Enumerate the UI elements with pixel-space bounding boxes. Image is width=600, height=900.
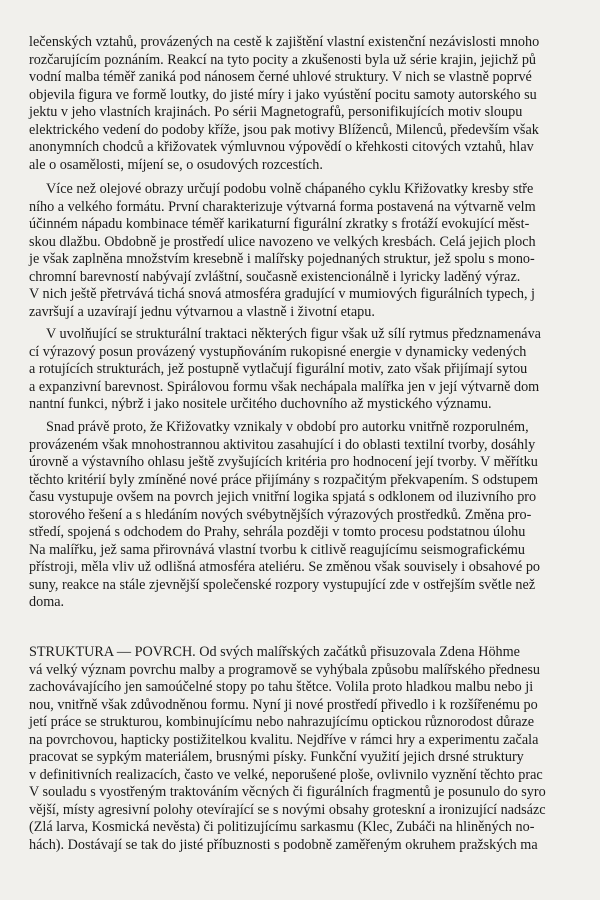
text-line: jetí práce se strukturou, kombinujícímu nebo nahrazujícímu optickou různorodost důraze <box>29 714 535 730</box>
text-line: a expanzivní barevnost. Spirálovou formu však nechápala malířka jen v její výtvarně dom <box>29 378 540 395</box>
text-line: v definitivních realizacích, často ve velké, neporušené ploše, ovlivnilo vyznění těchto prac <box>29 766 543 783</box>
text-line: skou dlažbu. Obdobně je prostředí ulice navozeno ve velkých kresbách. Celá jejich ploch <box>29 233 536 250</box>
text-line: přístroji, měla vliv už odlišná atmosféra ateliéru. Se změnou však souvisely i obsahové po <box>29 559 541 575</box>
paragraph-2 <box>0 181 600 321</box>
text-line: suny, reakce na stále zjevnější společenské rozpory vystupující zde v ostřejším světle než <box>29 576 536 593</box>
text-line: ního a velkého formátu. První charakterizuje výtvarná forma postavená na výtvarně velm <box>29 198 536 215</box>
text-line: úrovně a výstavního ohlasu ještě zvyšujících kritéria pro hodnocení její tvorby. V měřítku <box>29 454 538 470</box>
text-line: lečenských vztahů, provázených na cestě k zajištění vlastní existenční nezávislosti mnoho <box>29 34 540 50</box>
text-line: objevila figura ve formě loutky, do jisté míry i jako vyústění pocitu samoty autorského su <box>29 86 537 103</box>
text-line: nou, vnitřně však zdůvodněnou formu. Nyní ji nové prostředí přivedlo i k rozšířenému po <box>29 696 538 713</box>
text-line: ale o osamělosti, míjení se, o osudových rozcestích. <box>29 156 323 173</box>
text-line: chromní barevností nabývají zvláštní, současně existencionálně i lyricky laděný výraz. <box>29 268 521 285</box>
text-line: středí, spojená s odchodem do Prahy, sehrála později v tomto procesu podstatnou úlohu <box>29 524 526 540</box>
text-line: času vystupuje ovšem na povrch jejich vnitřní logika spjatá s odklonem od iluzivního pro <box>29 489 537 505</box>
text-line: V souladu s vyostřeným traktováním věcných či figurálních fragmentů je posunulo do syro <box>29 784 546 800</box>
text-line: jektu v jeho vlastních krajinách. Po sérii Magnetografů, personifikujících motiv sloupu <box>29 104 523 120</box>
text-line: a rotujících strukturách, jež postupně vytlačují figurální motiv, zato však přijímají sytou <box>29 361 528 377</box>
text-line: STRUKTURA — POVRCH. Od svých malířských začátků přisuzovala Zdena Höhme <box>29 644 520 660</box>
text-line: doma. <box>29 594 65 610</box>
text-line: vá velký význam povrchu malby a programově se vyhýbala způsobu malířského přednesu <box>29 661 540 678</box>
text-line: na povrchovou, hapticky postižitelkou kvalitu. Nejdříve v rámci hry a experimentu začala <box>29 731 539 748</box>
text-line: elektrického vedení do podoby kříže, jsou pak motivy Blíženců, Milenců, především však <box>29 121 539 138</box>
paragraph-3 <box>0 326 600 414</box>
text-line: rozčarujícím poznáním. Reakcí na tyto pocity a zkušenosti byla už série krajin, jejichž pů <box>29 51 537 68</box>
text-line: účinném nápadu kombinace téměř karikaturní figurální zkratky s frotáží evokující měst- <box>29 216 530 232</box>
text-line: cí výrazový posun provázený vystupňováním rukopisné energie v dynamicky vedených <box>29 343 527 360</box>
text-line: završují a uzavírají jednu výtvarnou a vlastně i životní etapu. <box>29 303 375 320</box>
paragraph-1 <box>0 34 600 174</box>
text-line: je však zaplněna množstvím kresebně i malířsky pojednaných struktur, jež spolu s mono- <box>29 251 535 267</box>
text-line: hách). Dostávají se tak do jisté příbuznosti s podobně zaměřeným okruhem pražských ma <box>29 836 538 853</box>
text-line: storového řešení a s hledáním nových svébytnějších výrazových prostředků. Změna pro- <box>29 506 532 523</box>
text-line: V nich ještě přetrvává tichá snová atmosféra gradující v mumiových figurálních typech, j <box>29 286 535 302</box>
paragraph-4 <box>0 419 600 612</box>
text-line: provázeném však mnohostrannou aktivitou zasahující i do oblasti textilní tvorby, dosáhly <box>29 436 536 453</box>
text-line: zachovávajícího jen samoúčelné stopy po tahu štětce. Volila proto hladkou malbu nebo ji <box>29 679 534 695</box>
text-line: nantní funkci, nýbrž i jako nositele určitého duchovního až mystického významu. <box>29 396 492 412</box>
text-line: V uvolňující se strukturální traktaci některých figur však už sílí rytmus předznamenáva <box>46 326 541 342</box>
text-line: vodní malba téměř zaniká pod nánosem černé uhlové struktury. V nich se vlastně poprvé <box>29 69 532 85</box>
text-line: Více než olejové obrazy určují podobu volně chápaného cyklu Křižovatky kresby stře <box>46 181 534 197</box>
text-line: pracovat se sypkým materiálem, brusnými písky. Funkční využití jejich drsné struktury <box>29 749 524 765</box>
paragraph-5 <box>0 644 600 854</box>
text-line: (Zlá larva, Kosmická nevěsta) či politizujícímu sarkasmu (Klec, Zubáči na hliněných no- <box>29 819 535 835</box>
text-line: Na malířku, jež sama přirovnává vlastní tvorbu k citlivě reagujícímu seismografickému <box>29 541 526 558</box>
text-line: Snad právě proto, že Křižovatky vznikaly v období pro autorku vnitřně rozporulném, <box>46 419 529 435</box>
text-line: vější, místy agresivní polohy otevírající se s novými obsahy groteskní a ironizující nadsázc <box>29 801 546 818</box>
text-line: těchto kritérií byly zmíněné nové práce přijímány s rozpačitým překvapením. S odstupem <box>29 471 539 488</box>
text-line: anonymních chodců a křižovatek výmluvnou výpovědí o křehkosti citových vztahů, hlav <box>29 139 534 155</box>
